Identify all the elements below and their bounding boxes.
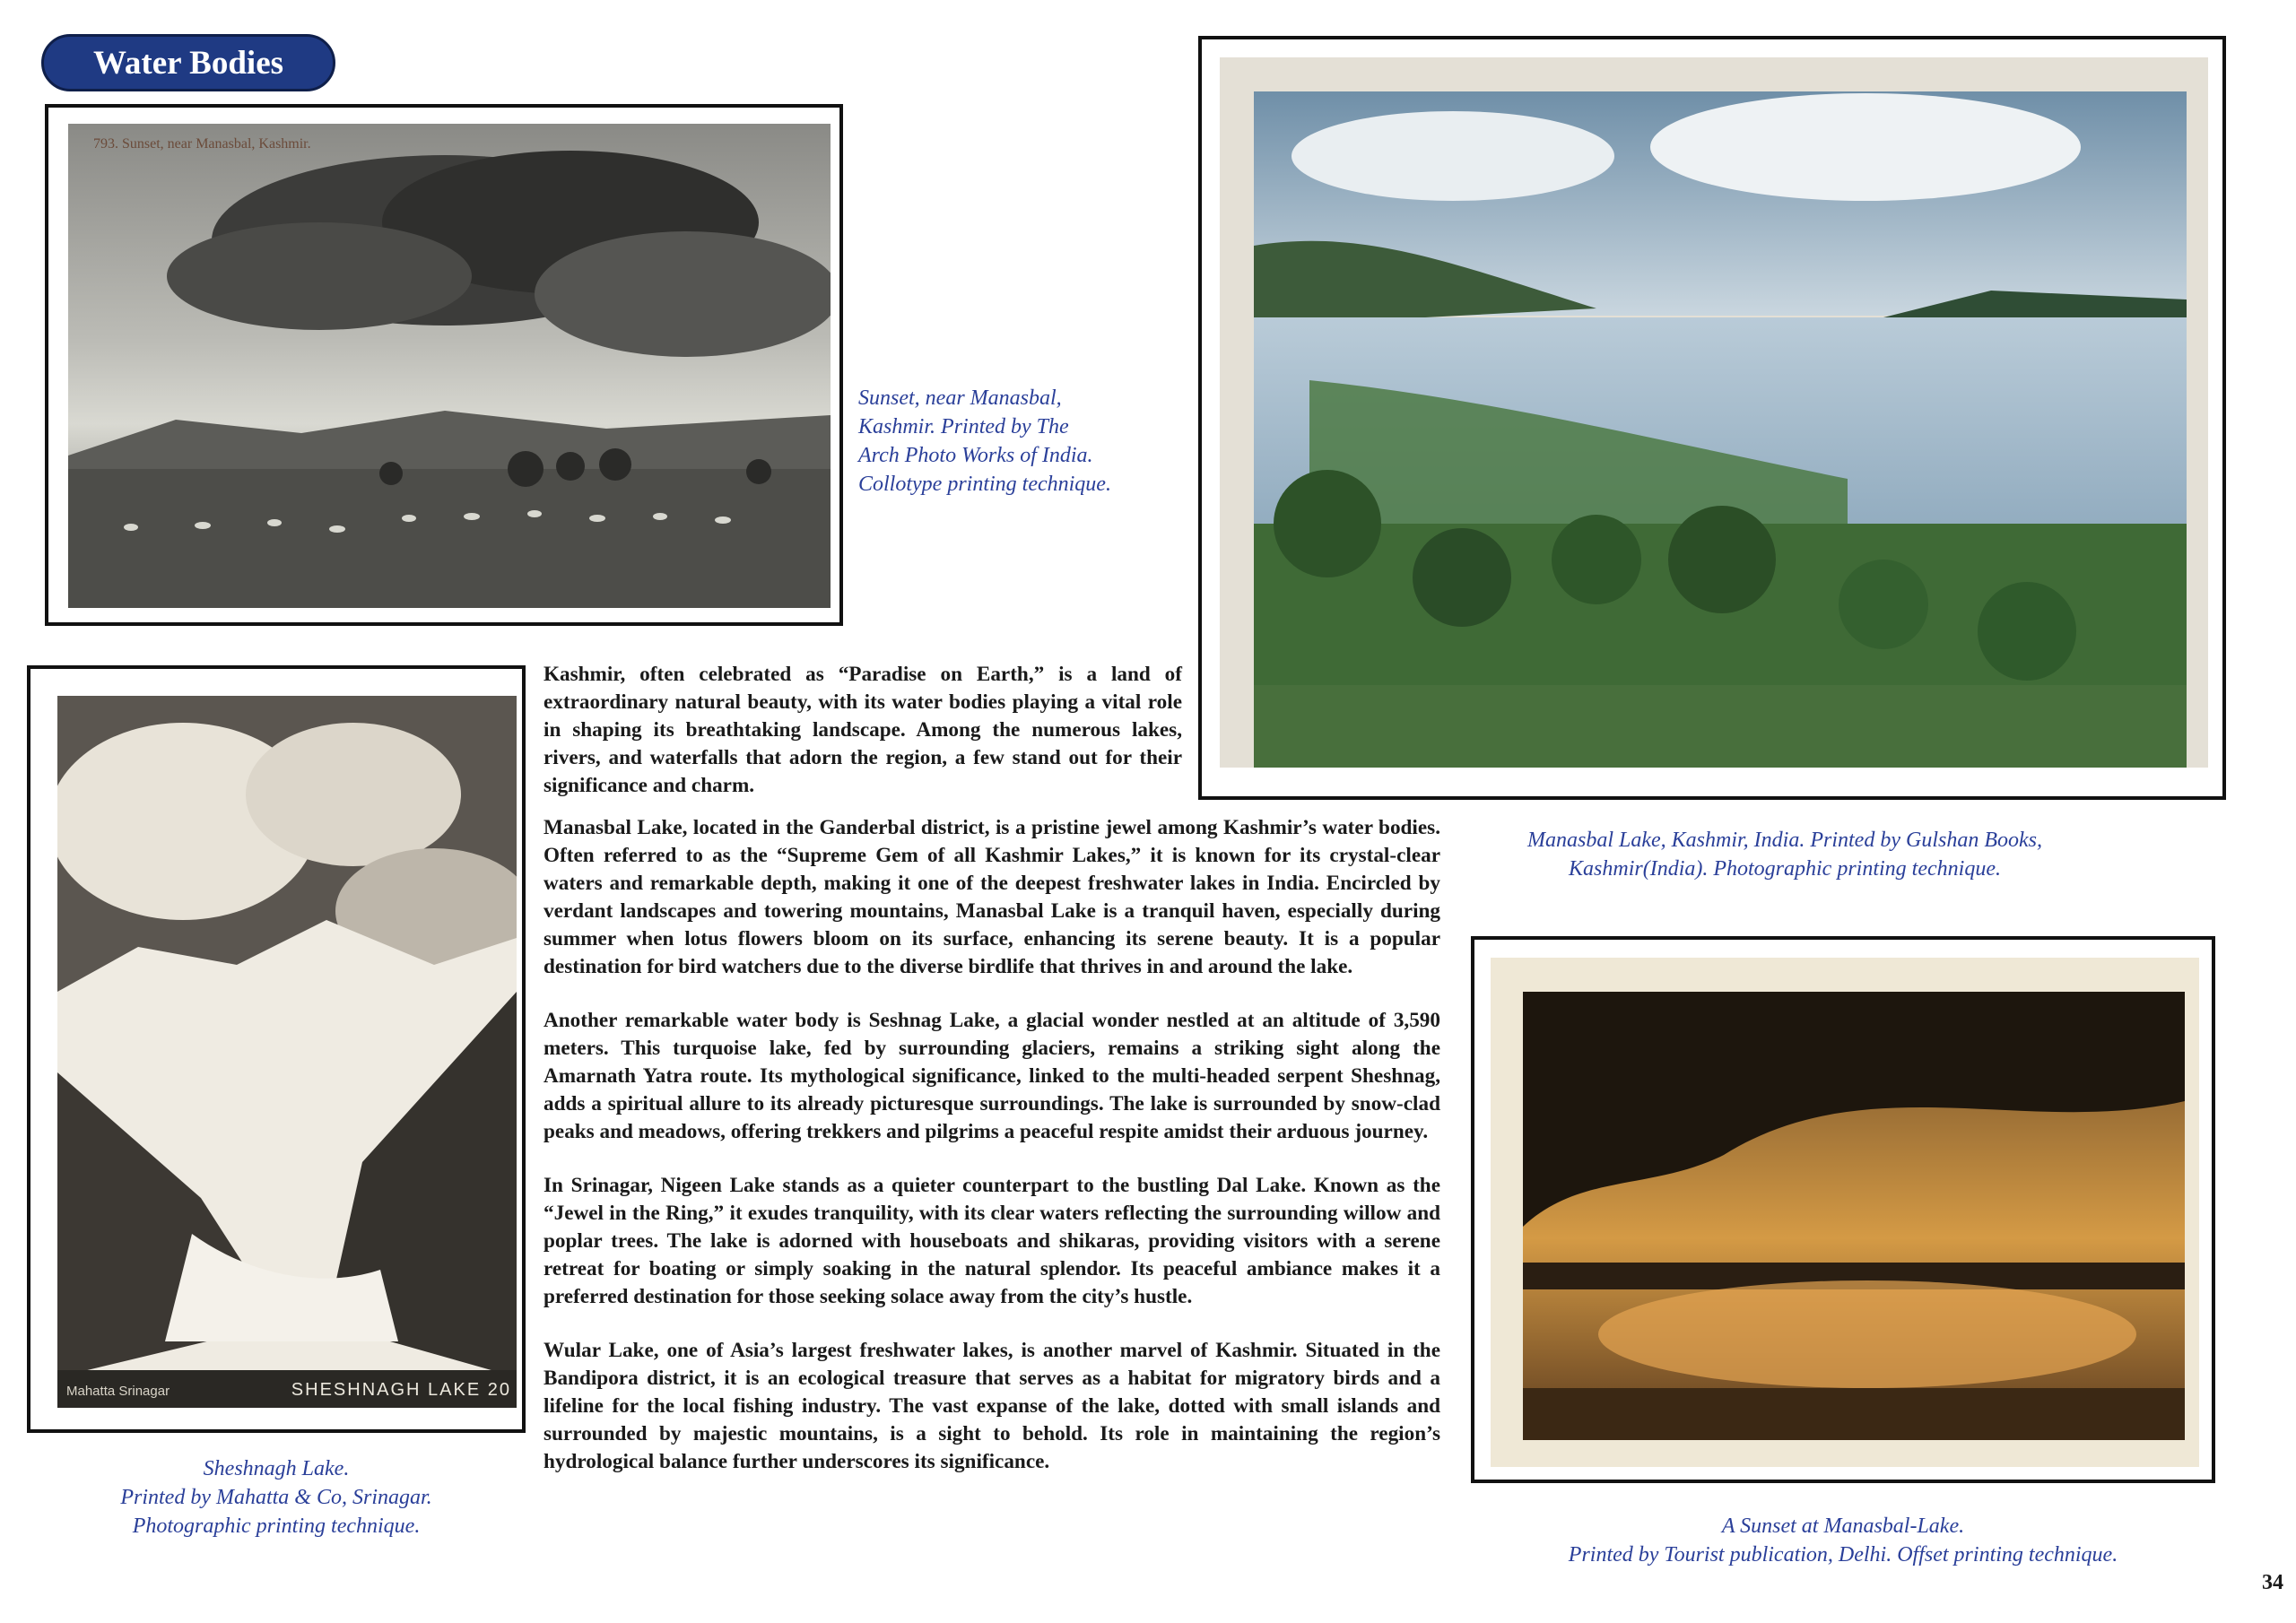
- caption-line: Kashmir. Printed by The: [858, 415, 1069, 438]
- body-intro-block: [544, 661, 1182, 800]
- caption-line: Arch Photo Works of India.: [858, 444, 1093, 467]
- caption-line: Collotype printing technique.: [858, 473, 1111, 496]
- caption-line: A Sunset at Manasbal-Lake.: [1721, 1515, 1965, 1538]
- caption-line: Manasbal Lake, Kashmir, India. Printed by Gulshan Books,: [1527, 829, 2042, 852]
- body-paragraph-manasbal: Manasbal Lake, located in the Ganderbal district, is a pristine jewel among Kashmir’s water bodies. Often referred to as the “Supreme Gem of all Kashmir Lakes,” it is known for its crystal-clear waters and remarkable depth, making it one of the deepest freshwater lakes in India. Encircled by verdant landscapes and towering mountains, Manasbal Lake is a tranquil haven, especially during summer when lotus flowers bloom on its surface, enhancing its serene beauty. It is a popular destination for bird watchers due to the diverse birdlife that thrives in and around the lake.: [544, 816, 1440, 978]
- caption-line: Sheshnagh Lake.: [203, 1457, 350, 1480]
- section-title: Water Bodies: [41, 34, 335, 91]
- postcard-sheshnagh-label-left: Mahatta Srinagar: [66, 1384, 170, 1399]
- postcard-frame-sheshnagh: [27, 665, 526, 1433]
- postcard-frame-sunset: [45, 104, 843, 626]
- caption-line: Printed by Mahatta & Co, Srinagar.: [120, 1486, 432, 1509]
- postcard-sunset-lake-image: [1491, 958, 2199, 1467]
- body-paragraph-wular: Wular Lake, one of Asia’s largest freshwater lakes, is another marvel of Kashmir. Situated in the Bandipora district, it is an ecological treasure that serves as a habitat for migratory birds and a lifeline for the local fishing industry. The vast expanse of the lake, dotted with small islands and surrounded by majestic mountains, is a sight to behold. Its role in maintaining the region’s hydrological balance further underscores its significance.: [544, 1339, 1440, 1473]
- postcard-sheshnagh-label-right: SHESHNAGH LAKE 20: [291, 1380, 511, 1400]
- caption-manasbal: [1453, 826, 2117, 883]
- body-paragraph-seshnag: Another remarkable water body is Seshnag Lake, a glacial wonder nestled at an altitude of 3,590 meters. This turquoise lake, fed by surrounding glaciers, remains a striking sight along the Amarnath Yatra route. Its mythological significance, linked to the multi-headed serpent Sheshnag, adds a spiritual allure to its already picturesque surroundings. The lake is surrounded by snow-clad peaks and meadows, offering trekkers and pilgrims a peaceful respite amidst their arduous journey.: [544, 1009, 1440, 1143]
- caption-line: Sunset, near Manasbal,: [858, 386, 1062, 410]
- postcard-sunset-image: [68, 124, 831, 608]
- page-number: 34: [2262, 1571, 2283, 1594]
- caption-sheshnagh: [27, 1454, 526, 1541]
- caption-line: Printed by Tourist publication, Delhi. Offset printing technique.: [1568, 1543, 2118, 1567]
- caption-sunset: [858, 384, 1154, 499]
- caption-line: Kashmir(India). Photographic printing technique.: [1569, 857, 2001, 881]
- postcard-sunset-lake-photo: [1491, 958, 2199, 1467]
- postcard-frame-sunset-lake: [1471, 936, 2215, 1483]
- body-main-block: [544, 814, 1440, 1476]
- caption-line: Photographic printing technique.: [132, 1515, 421, 1538]
- postcard-sunset-printed-label: 793. Sunset, near Manasbal, Kashmir.: [93, 136, 311, 152]
- body-paragraph-intro: Kashmir, often celebrated as “Paradise on Earth,” is a land of extraordinary natural beauty, with its water bodies playing a vital role in shaping its breathtaking landscape. Among the numerous lakes, rivers, and waterfalls that adorn the region, a few stand out for their significance and charm.: [544, 663, 1182, 797]
- postcard-sheshnagh-image: [57, 696, 517, 1408]
- postcard-manasbal-image: [1220, 57, 2208, 768]
- postcard-manasbal-photo: [1220, 57, 2208, 768]
- body-paragraph-nigeen: In Srinagar, Nigeen Lake stands as a quieter counterpart to the bustling Dal Lake. Known as the “Jewel in the Ring,” it exudes tranquility, with its clear waters reflecting the surrounding willow and poplar trees. The lake is adorned with houseboats and shikaras, providing visitors with a serene retreat for boating or simply soaking in the natural splendor. Its peaceful ambiance makes it a preferred destination for those seeking solace away from the city’s hustle.: [544, 1174, 1440, 1308]
- caption-sunset-lake: [1471, 1512, 2215, 1569]
- postcard-sunset-photo: [68, 124, 831, 608]
- postcard-frame-manasbal: [1198, 36, 2226, 800]
- postcard-sheshnagh-photo: [57, 696, 517, 1408]
